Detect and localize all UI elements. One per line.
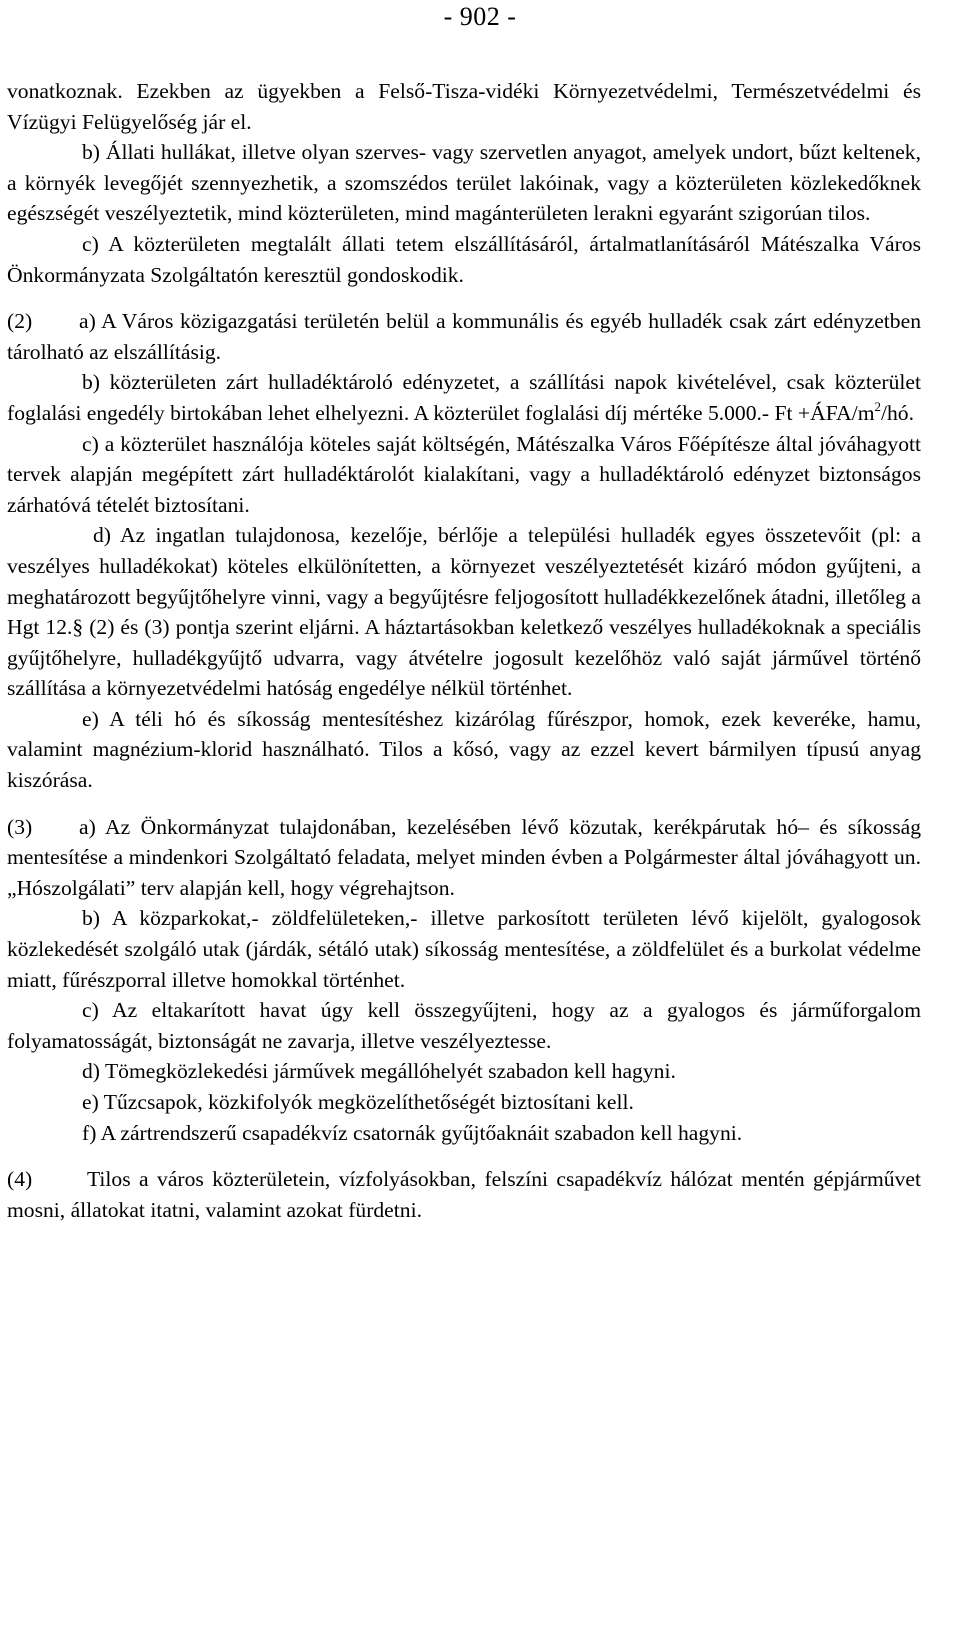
paragraph-3e: e) Tűzcsapok, közkifolyók megközelíthetőségét biztosítani kell. [82,1090,634,1114]
section-gap [7,1148,921,1164]
paragraph-2d: d) Az ingatlan tulajdonosa, kezelője, bérlője a települési hulladék egyes összetevőit (pl: a veszélyes hulladékokat) köteles elkülönítetten, a környezet veszélyeztetését kizáró módon gyűjteni, a meghatározott begyűjtőhelyre vinni, vagy a begyűjtésre feljogosított hulladékkezelőnek átadni, illetőleg a Hgt 12.§ (2) és (3) pontja szerint eljárni. A háztartásokban keletkező veszélyes hulladékoknak a speciális gyűjtőhelyre, hulladékgyűjtő udvarra, vagy átvételre jogosult kezelőhöz való saját járművel történő szállítása a környezetvédelmi hatóság engedélye nélkül történhet. [7,523,921,701]
paragraph-1b: b) Állati hullákat, illetve olyan szerves- vagy szervetlen anyagot, amelyek undort, bűzt keltenek, a környék levegőjét szennyezhetik, a szomszédos terület lakóinak, vagy a közterületen közlekedőknek egészségét veszélyeztetik, mind közterületen, mind magánterületen lerakni egyaránt szigorúan tilos. [7,140,921,226]
section-number-2: (2) [7,309,33,334]
page-number: - 902 - [443,2,517,31]
paragraph-3f: f) A zártrendszerű csapadékvíz csatornák gyűjtőaknáit szabadon kell hagyni. [82,1120,743,1145]
paragraph-3d: d) Tömegközlekedési járművek megállóhelyét szabadon kell hagyni. [82,1059,676,1084]
paragraph-2c: c) a közterület használója köteles saját költségén, Mátészalka Város Főépítésze által jóváhagyott tervek alapján megépített zárt hulladéktárolót kialakítani, vagy a hulladéktároló edényzet biztonságos zárhatóvá tételét biztosítani. [7,431,921,517]
paragraph-3a: a) Az Önkormányzat tulajdonában, kezelésében lévő közutak, kerékpárutak hó– és síkosság mentesítése a mindenkori Szolgáltató feladata, melyet minden évben a Polgármester által jóváhagyott un. „Hószolgálati” terv alapján kell, hogy végrehajtson. [7,814,921,900]
paragraph-1c: c) A közterületen megtalált állati tetem elszállításáról, ártalmatlanításáról Mátészalka Város Önkormányzata Szolgáltatón keresztül gondoskodik. [7,231,921,287]
superscript-2: 2 [874,398,881,414]
paragraph-3b: b) A közparkokat,- zöldfelületeken,- illetve parkosított területen lévő kijelölt, gyalogosok közlekedését szolgáló utak (járdák, sétáló utak) síkosság mentesítése, a zöldfelület és a burkolat védelme miatt, fűrészporral illetve homokkal történhet. [7,906,921,992]
paragraph-2e: e) A téli hó és síkosság mentesítéshez kizárólag fűrészpor, homok, ezek keveréke, hamu, valamint magnézium-klorid használható. Tilos a kősó, vagy az ezzel kevert bármilyen típusú anyag kiszórása. [7,706,921,793]
section-3a [7,812,921,904]
paragraph-2b-end: /hó. [881,400,914,425]
section-gap [7,290,921,306]
paragraph-2b: b) közterületen zárt hulladéktároló edényzetet, a szállítási napok kivételével, csak közterület foglalási engedély birtokában lehet elhelyezni. A közterület foglalási díj mértéke 5.000.- Ft +ÁFA/m [7,370,921,425]
paragraph-2a: a) A Város közigazgatási területén belül a kommunális és egyéb hulladék csak zárt edényzetben tárolható az elszállításig. [7,309,921,364]
section-4 [7,1164,921,1225]
section-2a [7,306,921,367]
document-body [7,76,921,1225]
paragraph-3c: c) Az eltakarított havat úgy kell összegyűjteni, hogy az a gyalogos és járműforgalom folyamatosságát, biztonságát ne zavarja, illetve veszélyeztesse. [7,998,921,1053]
section-number-3: (3) [7,814,33,839]
section-gap [7,796,921,812]
section-2b [7,367,921,428]
paragraph-intro: vonatkoznak. Ezekben az ügyekben a Felső-Tisza-vidéki Környezetvédelmi, Természetvédelmi és Vízügyi Felügyelőség jár el. [7,79,921,134]
paragraph-4: Tilos a város közterületein, vízfolyásokban, felszíni csapadékvíz hálózat mentén gépjárművet mosni, állatokat itatni, valamint azokat fürdetni. [7,1167,921,1222]
section-number-4: (4) [7,1167,33,1192]
